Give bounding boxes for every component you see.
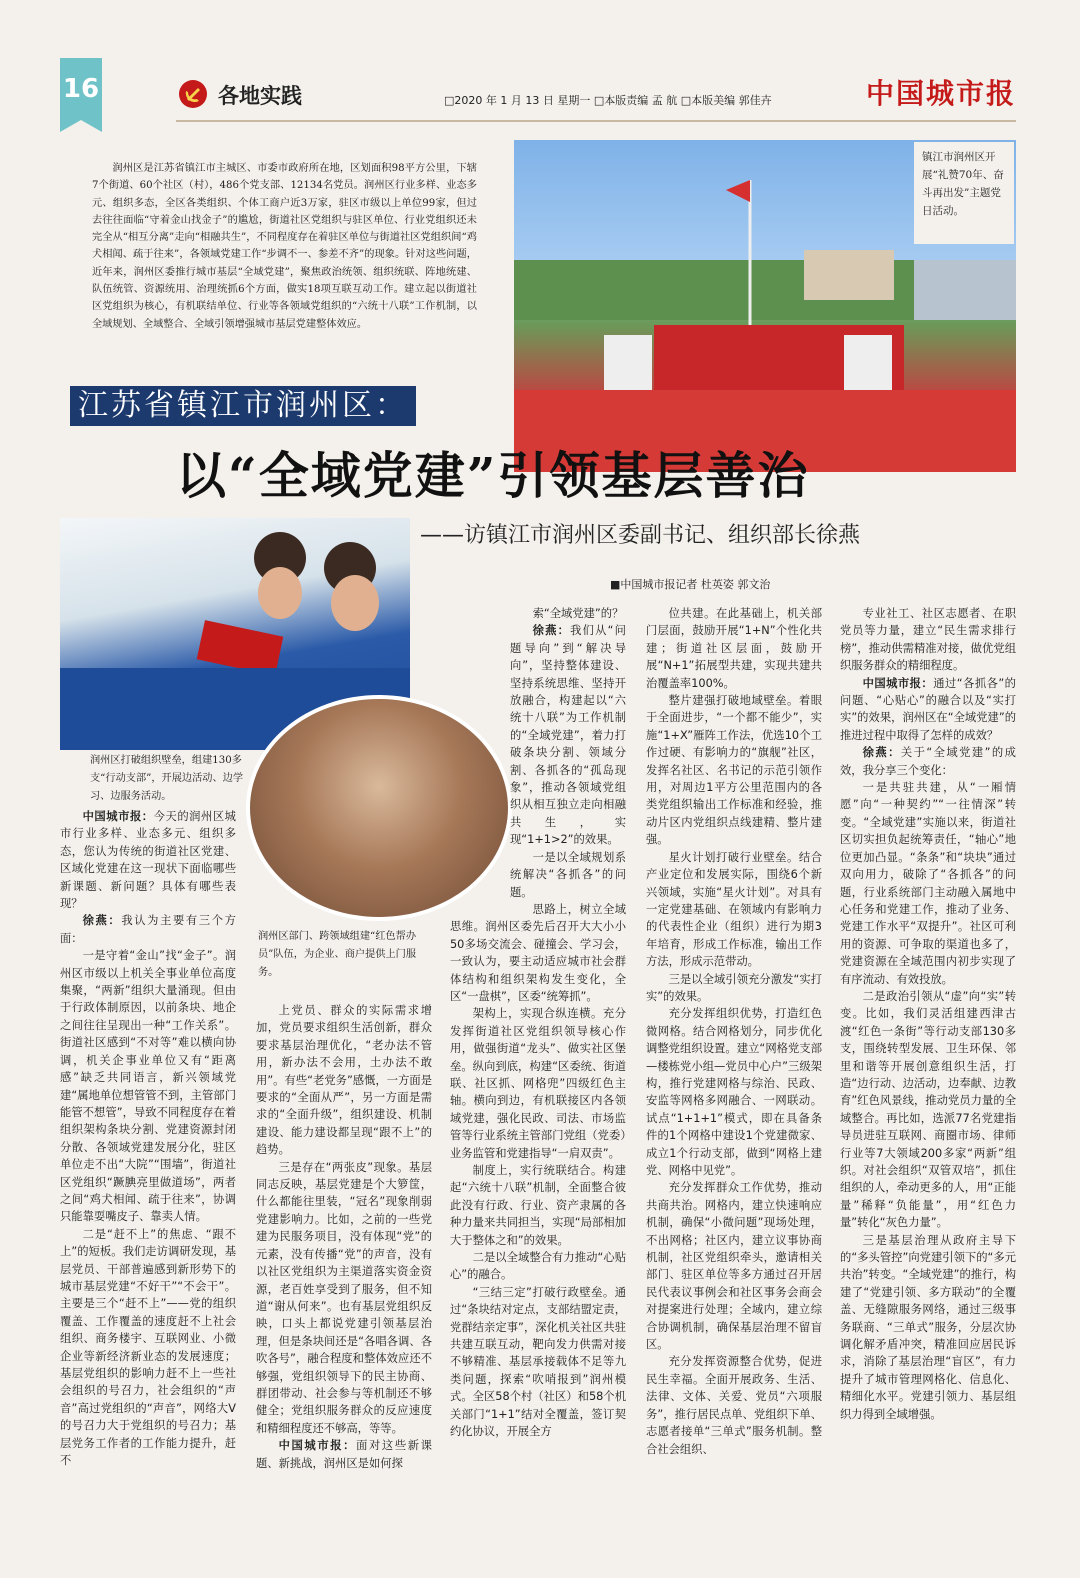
main-photo-caption: 镇江市润州区开展“礼赞70年、奋斗再出发”主题党日活动。 [914,142,1014,244]
article-paragraph [450,1249,626,1284]
article-paragraph [256,1002,432,1159]
reading-photo-caption: 润州区打破组织壁垒，组建130多支“行动支部”，开展边活动、边学习、边服务活动。 [90,755,244,802]
article-paragraph [450,1005,626,1162]
page-number-tab [60,58,102,120]
speaker-label: 中国城市报： [862,676,934,690]
bookstore-photo-caption: 润州区部门、跨领域组建“红色帮办员”队伍，为企业、商户提供上门服务。 [258,931,417,978]
intro-paragraph: 润州区是江苏省镇江市主城区、市委市政府所在地，区划面积98平方公里，下辖7个街道、60个社区（村），486个党支部、12134名党员。润州区行业多样、业态多元、组织多态，全区各类组织、个体工商户近3万家，驻区市级以上单位99家，但过去往往面临“守着金山找金子”的尴尬，街道社区党组织与驻区单位、行业党组织还未完全从“相互分离”走向“相融共生”，不同程度存在着驻区单位与街道社区党组织间“鸡犬相闻、疏于往来”，各领域党建工作“步调不一、参差不齐”的现象。针对这些问题，近年来，润州区委推行城市基层“全域党建”，聚焦政治统领、组织统联、阵地统建、队伍统管、资源统用、治理统抓6个方面，做实18项互联互动工作。建立起以街道社区党组织为核心，有机联结单位、行业等各领域党组织的“六统十八联”工作机制，以全域规划、全域整合、全域引领增强城市基层党建整体效应。 [92,163,477,330]
speaker-label: 徐燕： [862,746,901,760]
speaker-label: 中国城市报： [278,1439,357,1453]
subheadline: ——访镇江市润州区委副书记、组织部长徐燕 [420,523,861,548]
article-paragraph [646,692,822,849]
paragraph-text: 索“全域党建”的？ [532,607,624,620]
headline-kicker: 江苏省镇江市润州区： [70,386,416,426]
paragraph-text: 一是以全域规划系统解决“各抓各”的问题。 [510,850,626,899]
paragraph-text: 星火计划打破行业壁垒。结合产业定位和发展实际，围绕6个新兴领域，实施“星火计划”。对具有一定党建基础、在领域内有影响力的代表性企业（组织）进行为期3年培育，形成工作标准，输出工作方法，形成示范带动。 [646,850,822,969]
column-2 [256,1002,432,1472]
article-paragraph [646,1353,822,1457]
article-paragraph [450,1284,626,1441]
article-paragraph [646,971,822,1006]
paragraph-text: 我们从“问题导向”到“解决导向”，坚持整体建设、坚持系统思维、坚持开放融合，构建起以“六统十八联”为工作机制的“全域党建”，着力打破条块分割、领域分割、各抓各的“孤岛现象”，推动各领域党组织从相互独立走向相融共生，实现“1+1>2”的效果。 [510,624,626,847]
column-1 [60,808,236,1469]
article-paragraph [60,1226,236,1470]
paragraph-text: “三结三定”打破行政壁垒。通过“条块结对定点，支部结盟定责，党群结亲定事”，深化机关社区共驻共建互联互动，靶向发力供需对接不够精准、基层承接载体不足等九类问题，探索“吹哨报到”润州模式。全区58个村（社区）和58个机关部门“1+1”结对全覆盖，签订契约化协议，开展全方 [450,1285,626,1439]
paragraph-text: 一是守着“金山”找“金子”。润州区市级以上机关全事业单位高度集聚，“两新”组织大量涌现。但由于行政体制原因，以前条块、地企之间往往呈现出一种“工作关系”。街道社区感到“不对等”难以横向协调，机关企事业单位又有“距离感”缺乏共同语言，新兴领域党建“属地单位想管管不到，主管部门能管不想管”，导致不同程度存在着组织架构条块分割、党建资源封闭分散、各领域党建发展分化，驻区单位走不出“大院”“围墙”，街道社区党组织“蹶腆亮里做道场”，两者之间“鸡犬相闻、疏于往来”，协调只能靠耍嘴皮子、靠卖人情。 [60,949,236,1224]
paragraph-text: 充分发挥组织优势，打造红色微网格。结合网格划分，同步优化调整党组织设置。建立“网格党支部—楼栋党小组—党员中心户”三级架构，推行党建网格与综治、民政、安监等网格多网融合、一网联动。试点“1+1+1”模式，即在具备条件的1个网格中建设1个党建微家、成立1个行动支部，做到“网格上建党、网格中见党”。 [646,1007,822,1177]
paragraph-text: 架构上，实现合纵连横。充分发挥街道社区党组织领导核心作用，做强街道“龙头”、做实社区堡垒。纵向到底，构建“区委统、街道联、社区抓、网格兜”四级红色主轴。横向到边，有机联接区内各领域党建，强化民政、司法、市场监管等行业系统主管部门党组（党委）业务监管和党建指导“一肩双责”。 [450,1007,626,1160]
issue-meta: □2020 年 1 月 13 日 星期一 □本版责编 孟 航 □本版美编 郭佳卉 [444,94,772,107]
article-paragraph [60,808,236,912]
paragraph-text: 整片建强打破地域壁垒。着眼于全面进步，“一个都不能少”，实施“1+X”雁阵工作法，优选10个工作过硬、有影响力的“旗舰”社区，发挥名社区、名书记的示范引领作用，对周边1平方公里范围内的各类党组织输出工作标准和经验，推动片区内党组织点线建精、整片建强。 [646,694,822,847]
headline: 以“全域党建”引领基层善治 [176,446,810,505]
paragraph-text: 充分发挥资源整合优势，促进民生幸福。全面开展政务、生活、法律、文体、关爱、党员“六项服务”，推行居民点单、党组织下单、志愿者接单“三单式”服务机制。整合社会组织、 [646,1355,822,1456]
article-paragraph [646,1179,822,1353]
article-paragraph [840,1232,1016,1423]
masthead: 中国城市报 [866,77,1017,110]
paragraph-text: 二是政治引领从“虚”向“实”转变。比如，我们灵活组建西津古渡“红色一条街”等行动支部130多支，围绕转型发展、卫生环保、邻里和谐等开展创意组织生活，打造“边行动、边活动，边奉献、边教育”红色风景线，推动党员力量的全域整合。再比如，选派77名党建指导员进驻互联网、商圈市场、律师行业等7大领域200多家“两新”组织。对社会组织“双管双培”，抓住组织的人，牵动更多的人，用“正能量”稀释“负能量”，用“红色力量”转化“灰色力量”。 [840,989,1016,1230]
paragraph-text: 三是以全域引领充分激发“实打实”的效果。 [646,972,822,1003]
article-paragraph [60,912,236,947]
article-paragraph [256,1159,432,1438]
speaker-label: 中国城市报： [82,810,154,823]
paragraph-text: 今天的润州区城市行业多样、业态多元、组织多态，您认为传统的街道社区党建、区域化党建在这一现状下面临哪些新课题、新问题？具体有哪些表现？ [60,810,236,911]
article-paragraph [840,675,1016,745]
paragraph-text: 位共建。在此基础上，机关部门层面，鼓励开展“1+N”个性化共建；街道社区层面，鼓励开展“N+1”拓展型共建，实现共建共治覆盖率100%。 [646,607,822,690]
paragraph-text: 一是共驻共建，从“一厢情愿”向“一种契约”“一往情深”转变。“全域党建”实施以来，街道社区切实担负起统筹责任，“轴心”地位更加凸显。“条条”和“块块”通过双向用力，破除了“各抓各”的问题，行业系统部门主动融入属地中心任务和党建工作，推动了业务、党建工作水平“双提升”。社区可利用的资源、可争取的渠道也多了，党建资源在全域范围内初步实现了有序流动、有效投放。 [840,781,1016,986]
header-rule [176,120,1016,122]
article-paragraph [256,1437,432,1472]
party-emblem-icon [178,79,208,109]
paragraph-text: 专业社工、社区志愿者、在职党员等力量，建立“民生需求排行榜”，推动供需精准对接，做优党组织服务群众的精细程度。 [840,607,1016,673]
article-paragraph [450,901,626,1005]
column-3 [450,605,626,1441]
paragraph-text: 通过“各抓各”的问题、“心贴心”的融合以及“实打实”的效果，润州区在“全域党建”的推进过程中取得了怎样的成效？ [840,676,1016,742]
article-paragraph [840,779,1016,988]
article-paragraph [450,1162,626,1249]
paragraph-text: 充分发挥群众工作优势，推动共商共治。网格内，建立快速响应机制，确保“小微问题”现场处理，不出网格；社区内，建立议事协商机制，社区党组织牵头，邀请相关部门、驻区单位等多方通过召开居民代表议事例会和社区事务会商会对提案进行处理；全域内，建立综合协调机制，确保基层治理不留盲区。 [646,1181,822,1352]
section-title: 各地实践 [218,84,302,108]
paragraph-text: 二是“赶不上”的焦虑、“跟不上”的短板。我们走访调研发现，基层党员、干部普遍感到新形势下的城市基层党建“不好干”“不会干”。主要是三个“赶不上”——党的组织覆盖、工作覆盖的速度赶不上社会组织、商务楼宇、互联网业、小微企业等新经济新业态的发展速度；基层党组织的影响力赶不上一些社会组织的号召力，社会组织的“声音”高过党组织的“声音”，网络大V的号召力大于党组织的号召力；基层党务工作者的工作能力提升，赶不 [60,1227,236,1468]
article-paragraph [60,947,236,1226]
paragraph-text: 我认为主要有三个方面： [60,914,236,945]
article-paragraph [646,849,822,971]
article-paragraph [646,1005,822,1179]
byline: ■中国城市报记者 杜英姿 郭文治 [610,578,771,591]
column-4 [646,605,822,1458]
paragraph-text: 上党员、群众的实际需求增加，党员要求组织生活创新，群众要求基层治理优化，“老办法不管用，新办法不会用，土办法不敢用”。有些“老党务”感慨，一方面是要求的“全面从严”，另一方面是需求的“全面升级”，组织建设、机制建设、能力建设都呈现“跟不上”的趋势。 [256,1004,432,1157]
paragraph-text: 面对这些新课题、新挑战，润州区是如何探 [256,1439,432,1470]
paragraph-text: 三是存在“两张皮”现象。基层同志反映，基层党建是个大箩筐，什么都能往里装，“冠名”现象削弱党建影响力。比如，之前的一些党建为民服务项目，没有体现“党”的元素，没有传播“党”的声音，没有以社区党组织为主渠道落实资金资源，老百姓享受到了服务，但不知道“谢从何来”。也有基层党组织反映，口头上都说党建引领基层治理，但是条块间还是“各唱各调、各吹各号”，融合程度和整体效应还不够强，党组织领导下的民主协商、群团带动、社会参与等机制还不够健全；党组织服务群众的反应速度和精细程度还不够高，等等。 [256,1160,432,1435]
article-paragraph [840,744,1016,779]
paragraph-text: 制度上，实行统联结合。构建起“六统十八联”机制，全面整合彼此没有行政、行业、资产隶属的各种力量来共同担当，实现“局部相加大于整体之和”的效果。 [450,1164,626,1247]
page-number: 16 [62,74,100,104]
speaker-label: 徐燕： [82,914,122,928]
column-5 [840,605,1016,1423]
paragraph-text: 二是以全域整合有力推动“心贴心”的融合。 [450,1251,626,1282]
paragraph-text: 三是基层治理从政府主导下的“多头管控”向党建引领下的“多元共治”转变。“全域党建”的推行，构建了“党建引领、多方联动”的全覆盖、无缝隙服务网络，通过三级事务联商、“三单式”服务，分层次协调化解矛盾冲突，精准回应居民诉求，消除了基层治理“盲区”，有力提升了城市管理网格化、信息化、精细化水平。党建引领力、基层组织力得到全域增强。 [840,1233,1016,1421]
paragraph-text: 关于“全域党建”的成效，我分享三个变化： [840,746,1016,777]
speaker-label: 徐燕： [532,624,571,638]
article-paragraph [840,605,1016,675]
paragraph-text: 思路上，树立全域思维。润州区委先后召开大大小小50多场交流会、碰撞会、学习会，一致认为，要主动适应城市社会群体结构和组织架构发生变化，全区“一盘棋”，区委“统筹抓”。 [450,902,626,1003]
article-paragraph [840,988,1016,1232]
article-paragraph [646,605,822,692]
photo-wrap-spacer [450,605,510,915]
